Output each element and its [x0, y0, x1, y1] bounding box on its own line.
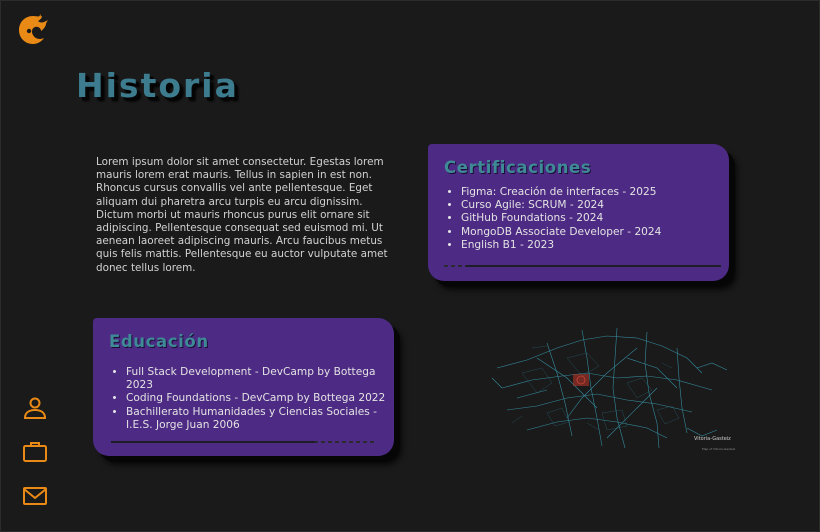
briefcase-icon[interactable]	[22, 440, 48, 464]
certification-item: • Curso Agile: SCRUM - 2024	[461, 199, 726, 212]
card-divider	[444, 265, 721, 267]
certification-item: • Figma: Creación de interfaces - 2025	[461, 186, 726, 199]
education-item: • Coding Foundations - DevCamp by Bottega 2022	[126, 392, 386, 405]
education-item: • Full Stack Development - DevCamp by Bottega 2023	[126, 366, 386, 392]
certification-item: • MongoDB Associate Developer - 2024	[461, 226, 726, 239]
certifications-card	[428, 144, 729, 281]
certification-item: • GitHub Foundations - 2024	[461, 212, 726, 225]
user-icon[interactable]	[22, 396, 48, 420]
education-item: • Bachillerato Humanidades y Ciencias Sociales - I.E.S. Jorge Juan 2006	[126, 406, 386, 432]
certification-item: • English B1 - 2023	[461, 239, 726, 252]
map-caption: Vitoria-Gasteiz	[694, 436, 731, 442]
card-divider	[111, 441, 375, 443]
mail-icon[interactable]	[22, 484, 48, 508]
education-list	[126, 366, 386, 432]
education-title: Educación	[109, 332, 209, 351]
map-subcaption: Map of Vitoria-Gasteiz	[702, 447, 736, 451]
certifications-title: Certificaciones	[444, 158, 592, 177]
certifications-list	[461, 186, 726, 252]
intro-paragraph: Lorem ipsum dolor sit amet consectetur. Egestas lorem mauris lorem erat mauris. Tellus in sapien in est non. Rhoncus cursus convallis vel ante pellentesque. Eget aliquam dui pharetra arcu turpis eu arcu dignissim. Dictum morbi ut mauris rhoncus purus elit ornare sit adipiscing. Pellentesque consequat sed euismod mi. Ut aenean laoreet adipiscing mauris. Arcu faucibus metus quis felis mattis. Pellentesque eu auctor vulputate amet donec tellus lorem.	[96, 156, 388, 274]
orange-swirl-logo-icon[interactable]	[16, 13, 50, 47]
education-card	[93, 318, 394, 456]
page-title: Historia	[76, 66, 239, 105]
